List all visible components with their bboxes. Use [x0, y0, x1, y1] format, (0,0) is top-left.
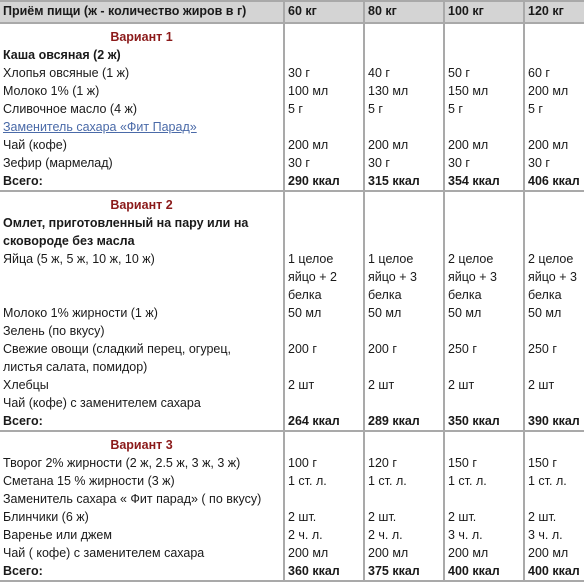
- variant3-title: Вариант 3: [110, 438, 173, 452]
- cell-value: 30 г: [448, 156, 470, 170]
- variant2-title: Вариант 2: [110, 198, 173, 212]
- variant1-item: Сливочное масло (4 ж): [3, 102, 138, 116]
- bread-value: 2 шт: [528, 378, 555, 392]
- eggs-value: яйцо + 3: [368, 270, 417, 284]
- variant3-item: Творог 2% жирности (2 ж, 2.5 ж, 3 ж, 3 ж): [3, 456, 241, 470]
- variant2-dish: сковороде без масла: [3, 234, 135, 248]
- cell-value: 200 мл: [528, 546, 569, 560]
- cell-value: 5 г: [368, 102, 383, 116]
- header-meal: Приём пищи (ж - количество жиров в г): [0, 1, 284, 23]
- variant3-col-80: [364, 431, 444, 581]
- cell-value: 30 г: [528, 156, 550, 170]
- cell-value: 200 мл: [368, 546, 409, 560]
- cell-value: 30 г: [288, 156, 310, 170]
- eggs-label: Яйца (5 ж, 5 ж, 10 ж, 10 ж): [3, 252, 155, 266]
- cell-value: 1 ст. л.: [368, 474, 407, 488]
- cell-value: 2 шт.: [288, 510, 317, 524]
- cell-total: 360 ккал: [288, 564, 340, 578]
- variant1-title: Вариант 1: [110, 30, 173, 44]
- cell-value: 5 г: [448, 102, 463, 116]
- milk-label: Молоко 1% жирности (1 ж): [3, 306, 158, 320]
- header-80kg: 80 кг: [364, 1, 444, 23]
- eggs-value: белка: [288, 288, 322, 302]
- header-row: [0, 1, 584, 23]
- cell-value: 2 шт.: [448, 510, 477, 524]
- eggs-value: 2 целое: [528, 252, 574, 266]
- variant1-labels: [0, 23, 284, 191]
- cell-value: 200 мл: [528, 84, 569, 98]
- eggs-value: 1 целое: [368, 252, 414, 266]
- eggs-value: 2 целое: [448, 252, 494, 266]
- veg-value: 200 г: [368, 342, 397, 356]
- cell-value: 1 ст. л.: [288, 474, 327, 488]
- cell-value: 30 г: [368, 156, 390, 170]
- cell-total: 375 ккал: [368, 564, 420, 578]
- sugar-substitute-link[interactable]: Заменитель сахара «Фит Парад»: [3, 120, 197, 134]
- cell-value: 200 мл: [528, 138, 569, 152]
- variant2-section: [0, 191, 584, 431]
- cell-value: 200 мл: [288, 138, 329, 152]
- cell-value: 120 г: [368, 456, 397, 470]
- cell-value: 1 ст. л.: [448, 474, 487, 488]
- milk-value: 50 мл: [448, 306, 482, 320]
- variant2-labels: [0, 191, 284, 431]
- cell-total: 400 ккал: [528, 564, 580, 578]
- variant1-total-label: Всего:: [3, 174, 43, 188]
- variant2-col-80: [364, 191, 444, 431]
- variant1-col-120: [524, 23, 584, 191]
- variant3-col-60: [284, 431, 364, 581]
- cell-value: 2 ч. л.: [288, 528, 323, 542]
- cell-value: 100 мл: [288, 84, 329, 98]
- variant2-total-label: Всего:: [3, 414, 43, 428]
- cell-total: 390 ккал: [528, 414, 580, 428]
- variant3-col-100: [444, 431, 524, 581]
- cell-total: 315 ккал: [368, 174, 420, 188]
- cell-value: 200 мл: [288, 546, 329, 560]
- variant1-dish: Каша овсяная (2 ж): [3, 48, 121, 62]
- variant3-item: Чай ( кофе) с заменителем сахара: [3, 546, 205, 560]
- variant1-item: Молоко 1% (1 ж): [3, 84, 100, 98]
- cell-total: 354 ккал: [448, 174, 500, 188]
- greens-label: Зелень (по вкусу): [3, 324, 105, 338]
- cell-value: 5 г: [528, 102, 543, 116]
- cell-total: 406 ккал: [528, 174, 580, 188]
- variant1-item: Хлопья овсяные (1 ж): [3, 66, 130, 80]
- variant1-item: Чай (кофе): [3, 138, 67, 152]
- variant2-col-60: [284, 191, 364, 431]
- veg-value: 250 г: [528, 342, 557, 356]
- cell-value: 3 ч. л.: [448, 528, 483, 542]
- bread-value: 2 шт: [448, 378, 475, 392]
- eggs-value: яйцо + 3: [528, 270, 577, 284]
- cell-value: 200 мл: [368, 138, 409, 152]
- eggs-value: 1 целое: [288, 252, 334, 266]
- variant3-total-label: Всего:: [3, 564, 43, 578]
- cell-value: 150 г: [448, 456, 477, 470]
- variant2-col-120: [524, 191, 584, 431]
- cell-value: 40 г: [368, 66, 390, 80]
- variant3-item: Заменитель сахара « Фит парад» ( по вкусу): [3, 492, 262, 506]
- cell-value: 200 мл: [448, 138, 489, 152]
- variant1-col-100: [444, 23, 524, 191]
- veg-value: 250 г: [448, 342, 477, 356]
- eggs-value: белка: [368, 288, 402, 302]
- cell-value: 50 г: [448, 66, 470, 80]
- veg-label: Свежие овощи (сладкий перец, огурец,: [3, 342, 231, 356]
- cell-value: 150 г: [528, 456, 557, 470]
- milk-value: 50 мл: [288, 306, 322, 320]
- variant3-col-120: [524, 431, 584, 581]
- variant3-item: Варенье или джем: [3, 528, 112, 542]
- eggs-value: яйцо + 3: [448, 270, 497, 284]
- cell-value: 5 г: [288, 102, 303, 116]
- variant1-section: [0, 23, 584, 191]
- bread-value: 2 шт: [368, 378, 395, 392]
- cell-value: 100 г: [288, 456, 317, 470]
- eggs-value: белка: [448, 288, 482, 302]
- variant2-dish: Омлет, приготовленный на пару или на: [3, 216, 249, 230]
- cell-value: 200 мл: [448, 546, 489, 560]
- cell-value: 2 шт.: [528, 510, 557, 524]
- cell-value: 1 ст. л.: [528, 474, 567, 488]
- bread-value: 2 шт: [288, 378, 315, 392]
- header-100kg: 100 кг: [444, 1, 524, 23]
- veg-label: листья салата, помидор): [3, 360, 148, 374]
- variant1-item: Зефир (мармелад): [3, 156, 113, 170]
- cell-total: 264 ккал: [288, 414, 340, 428]
- cell-value: 130 мл: [368, 84, 409, 98]
- cell-value: 3 ч. л.: [528, 528, 563, 542]
- variant3-item: Блинчики (6 ж): [3, 510, 89, 524]
- bread-label: Хлебцы: [3, 378, 49, 392]
- milk-value: 50 мл: [528, 306, 562, 320]
- cell-value: 2 шт.: [368, 510, 397, 524]
- tea-label: Чай (кофе) с заменителем сахара: [3, 396, 201, 410]
- cell-total: 290 ккал: [288, 174, 340, 188]
- cell-total: 350 ккал: [448, 414, 500, 428]
- cell-value: 150 мл: [448, 84, 489, 98]
- cell-value: 30 г: [288, 66, 310, 80]
- variant3-section: [0, 431, 584, 581]
- eggs-value: яйцо + 2: [288, 270, 337, 284]
- veg-value: 200 г: [288, 342, 317, 356]
- variant3-item: Сметана 15 % жирности (3 ж): [3, 474, 175, 488]
- header-60kg: 60 кг: [284, 1, 364, 23]
- variant1-col-80: [364, 23, 444, 191]
- variant1-col-60: [284, 23, 364, 191]
- variant3-labels: [0, 431, 284, 581]
- cell-value: 2 ч. л.: [368, 528, 403, 542]
- cell-value: 60 г: [528, 66, 550, 80]
- cell-total: 289 ккал: [368, 414, 420, 428]
- variant2-col-100: [444, 191, 524, 431]
- header-120kg: 120 кг: [524, 1, 584, 23]
- cell-total: 400 ккал: [448, 564, 500, 578]
- milk-value: 50 мл: [368, 306, 402, 320]
- eggs-value: белка: [528, 288, 562, 302]
